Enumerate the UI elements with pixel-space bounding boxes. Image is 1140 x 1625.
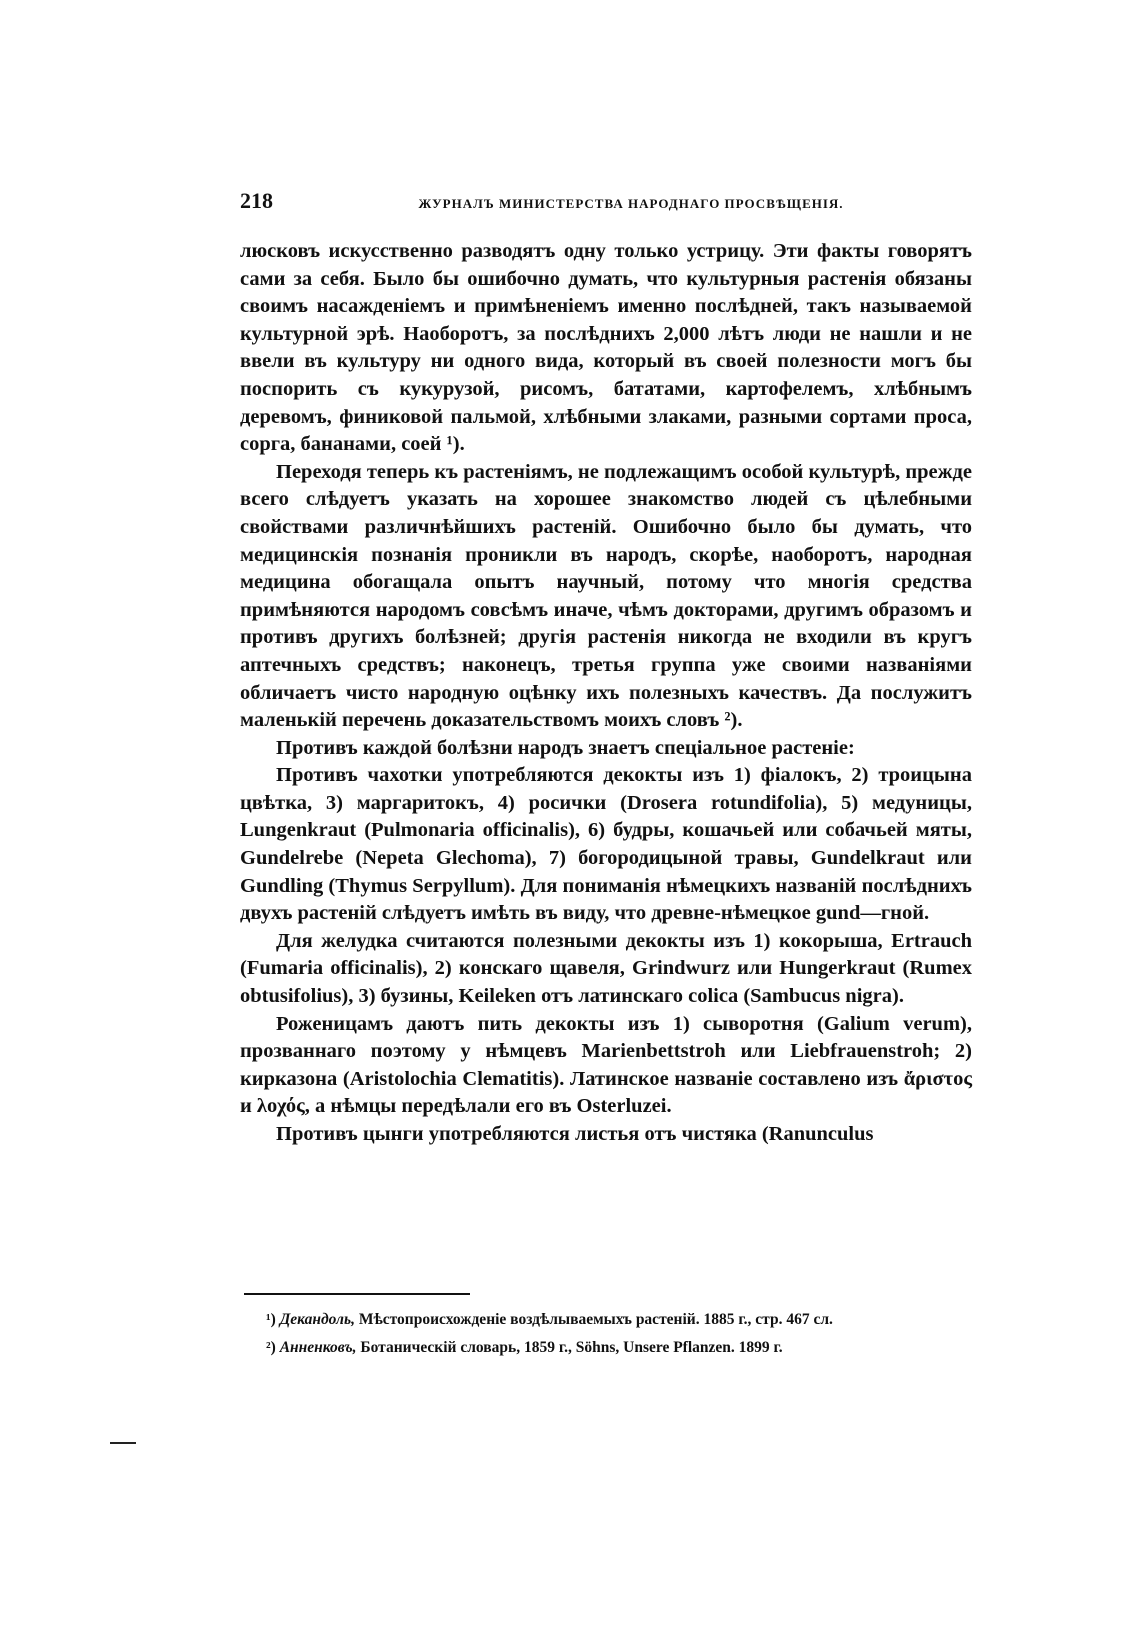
margin-mark <box>110 1442 136 1444</box>
footnote-author: Декандоль, <box>279 1311 355 1328</box>
paragraph: Противъ цынги употребляются листья отъ чистяка (Ranunculus <box>276 1123 874 1145</box>
paragraph: Противъ каждой болѣзни народъ знаетъ спеціальное растеніе: <box>276 736 855 759</box>
paragraph: Противъ чахотки употребляются декокты изъ 1) фіалокъ, 2) троицына цвѣтка, 3) маргаритокъ, 4) росички (Drosera rotundifolia), 5) медуницы, Lungenkraut (Pulmonaria officinalis), 6) будры, кошачьей или собачьей мяты, Gundelrebe (Nepeta Glechoma), 7) богородицыной травы, Gundelkraut или Gundling (Thymus Serpyllum). Для пониманія нѣмецкихъ названій послѣднихъ двухъ растеній слѣдуетъ имѣть въ виду, что древне-нѣмецкое gund—гной. <box>240 764 972 925</box>
footnote-author: Анненковъ, <box>279 1339 357 1356</box>
footnote-text: Мѣстопроисхожденіе воздѣлываемыхъ растеній. 1885 г., стр. 467 сл. <box>358 1311 833 1328</box>
footnote-marker: ²) <box>266 1339 276 1356</box>
page-number: 218 <box>240 188 273 213</box>
footnote <box>240 1334 972 1362</box>
page-header <box>240 188 972 214</box>
footnote <box>240 1306 972 1334</box>
running-title: ЖУРНАЛЪ МИНИСТЕРСТВА НАРОДНАГО ПРОСВѢЩЕНІЯ. <box>418 196 844 211</box>
footnote-marker: ¹) <box>266 1311 276 1328</box>
body-text <box>240 238 972 1149</box>
paragraph: Для желудка считаются полезными декокты изъ 1) кокорыша, Ertrauch (Fumaria officinalis), 2) конскаго щавеля, Grindwurz или Hungerkraut (Rumex obtusifolius), 3) бузины, Keileken отъ латинскаго colica (Sambucus nigra). <box>240 929 972 1008</box>
footnote-text: Ботаническій словарь, 1859 г., Söhns, Unsere Pflanzen. 1899 г. <box>360 1339 783 1356</box>
paragraph: Переходя теперь къ растеніямъ, не подлежащимъ особой культурѣ, прежде всего слѣдуетъ указать на хорошее знакомство людей съ цѣлебными свойствами различнѣйшихъ растеній. Ошибочно было бы думать, что медицинскія познанія проникли въ народъ, скорѣе, наоборотъ, народная медицина обогащала опытъ научный, потому что многія средства примѣняются народомъ совсѣмъ иначе, чѣмъ докторами, другимъ образомъ и противъ другихъ болѣзней; другія растенія никогда не входили въ кругъ аптечныхъ средствъ; наконецъ, третья группа уже своими названіями обличаетъ чисто народную оцѣнку ихъ полезныхъ качествъ. Да послужитъ маленькій перечень доказательствомъ моихъ словъ ²). <box>240 460 972 732</box>
footnote-divider <box>244 1293 470 1295</box>
paragraph-continuation: люсковъ искусственно разводятъ одну только устрицу. Эти факты говорятъ сами за себя. Было бы ошибочно думать, что культурныя растенія обязаны своимъ насажденіемъ и примѣненіемъ именно послѣдней, такъ называемой культурной эрѣ. Наоборотъ, за послѣднихъ 2,000 лѣтъ люди не нашли и не ввели въ культуру ни одного вида, который въ своей полезности могъ бы поспорить съ кукурузой, рисомъ, бататами, картофелемъ, хлѣбнымъ деревомъ, финиковой пальмой, хлѣбными злаками, разными сортами проса, сорга, бананами, соей ¹). <box>240 240 972 456</box>
paragraph: Роженицамъ даютъ пить декокты изъ 1) сыворотня (Galium verum), прозваннаго поэтому у нѣмцевъ Marienbettstroh или Liebfrauenstroh; 2) кирказона (Aristolochia Clematitis). Латинское названіе составлено изъ ἄριστος и λοχός, а нѣмцы передѣлали его въ Osterluzei. <box>240 1012 972 1118</box>
footnotes <box>240 1306 972 1362</box>
